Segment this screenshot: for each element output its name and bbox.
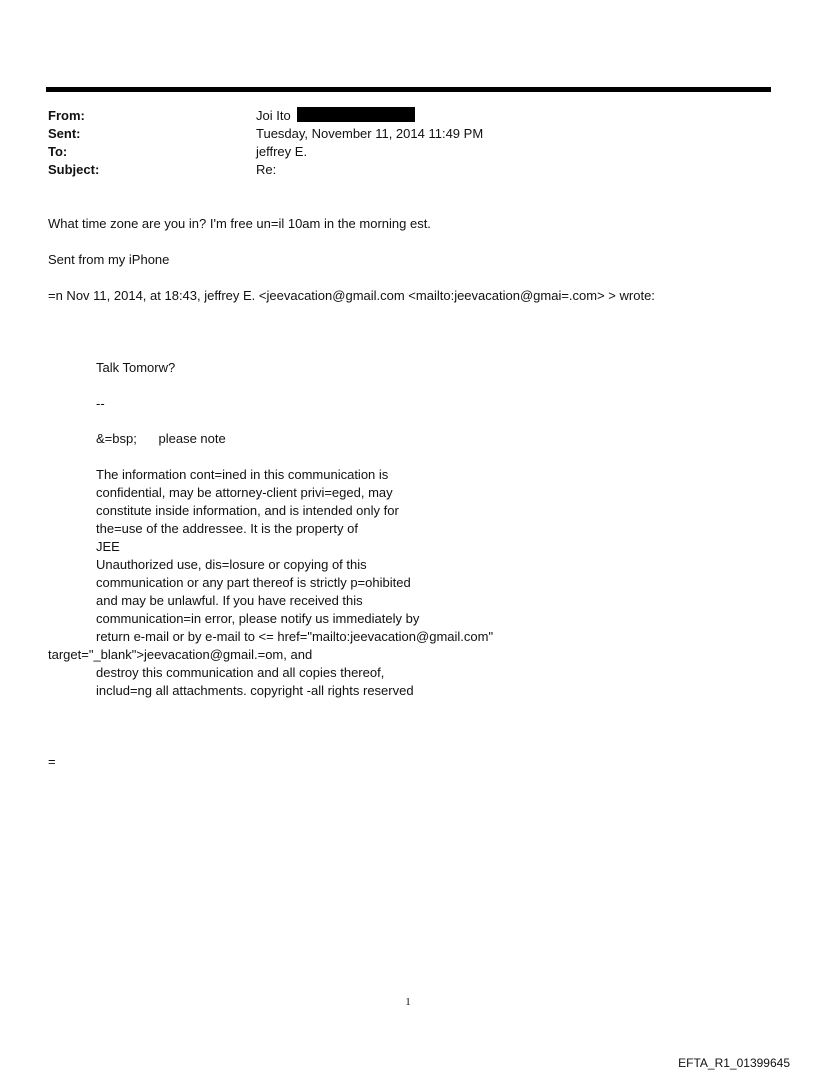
quoted-line: Talk Tomorw? xyxy=(96,360,176,375)
quoted-separator: -- xyxy=(96,396,105,411)
disclaimer-line: JEE xyxy=(96,539,120,554)
trailing-char: = xyxy=(48,754,56,769)
subject-value: Re: xyxy=(256,162,277,177)
from-name: Joi Ito xyxy=(256,108,291,123)
disclaimer-line: communication or any part thereof is strictly p=ohibited xyxy=(96,575,411,590)
header-divider xyxy=(46,87,771,92)
disclaimer-line: and may be unlawful. If you have received this xyxy=(96,593,363,608)
sent-value: Tuesday, November 11, 2014 11:49 PM xyxy=(256,126,484,141)
redaction-box xyxy=(297,107,415,122)
disclaimer-line: target="_blank">jeevacation@gmail.=om, and xyxy=(48,647,313,662)
disclaimer-line: the=use of the addressee. It is the property of xyxy=(96,521,358,536)
disclaimer-line: constitute inside information, and is intended only for xyxy=(96,503,399,518)
disclaimer-line: Unauthorized use, dis=losure or copying of this xyxy=(96,557,367,572)
from-value xyxy=(256,107,415,125)
quoted-note: &=bsp; please note xyxy=(96,431,226,446)
disclaimer-line: destroy this communication and all copies thereof, xyxy=(96,665,385,680)
document-id: EFTA_R1_01399645 xyxy=(678,1056,790,1070)
signature-line: Sent from my iPhone xyxy=(48,252,170,267)
subject-label: Subject: xyxy=(48,162,100,177)
body-line: What time zone are you in? I'm free un=il 10am in the morning est. xyxy=(48,216,431,231)
sent-label: Sent: xyxy=(48,126,81,141)
from-label: From: xyxy=(48,108,85,123)
disclaimer-line: includ=ng all attachments. copyright -all rights reserved xyxy=(96,683,414,698)
to-value: jeffrey E. xyxy=(256,144,308,159)
disclaimer-line: communication=in error, please notify us immediately by xyxy=(96,611,420,626)
disclaimer-line: return e-mail or by e-mail to <= href="mailto:jeevacation@gmail.com" xyxy=(96,629,494,644)
to-label: To: xyxy=(48,144,68,159)
quote-attribution: =n Nov 11, 2014, at 18:43, jeffrey E. <jeevacation@gmail.com <mailto:jeevacation@gmai=.com> > wrote: xyxy=(48,288,655,303)
disclaimer-line: The information cont=ined in this communication is xyxy=(96,467,389,482)
page-number: 1 xyxy=(405,996,411,1008)
disclaimer-line: confidential, may be attorney-client privi=eged, may xyxy=(96,485,393,500)
